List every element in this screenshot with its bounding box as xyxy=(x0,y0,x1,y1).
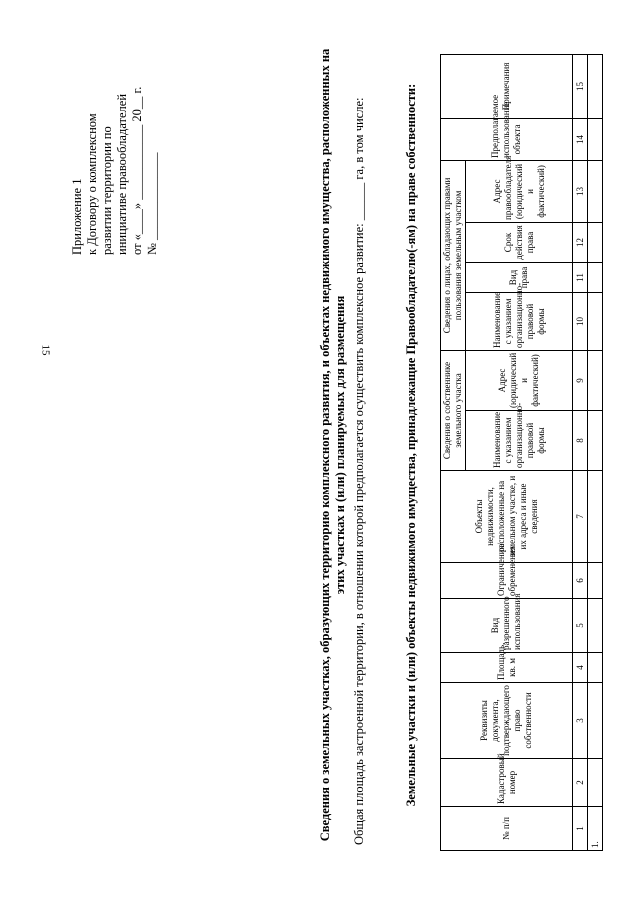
col-number: 1 xyxy=(573,807,588,851)
appendix-line: от «____» ____________ 20__ г. xyxy=(130,86,144,255)
col-number: 8 xyxy=(573,411,588,471)
group-header-persons: Сведения о лицах, обладающих правами пользования земельным участком xyxy=(441,160,466,350)
table-cell xyxy=(588,222,603,262)
col-header: Реквизиты документа, подтверждающего право собственности xyxy=(441,683,573,759)
table-cell xyxy=(588,54,603,118)
col-header: Срок действия права xyxy=(466,222,573,262)
appendix-header xyxy=(70,55,160,255)
appendix-line: № ______________ xyxy=(145,152,159,255)
col-header: Адрес (юридический и фактический) xyxy=(466,350,573,410)
col-header: Ограничения/обременения xyxy=(441,563,573,599)
table-cell xyxy=(588,411,603,471)
table-cell xyxy=(588,350,603,410)
col-number: 15 xyxy=(573,54,588,118)
appendix-line: Приложение 1 xyxy=(70,178,84,255)
col-header: Предполагаемое использование объекта xyxy=(441,118,573,160)
table-cell xyxy=(588,599,603,653)
col-number: 3 xyxy=(573,683,588,759)
appendix-line: инициативе правообладателей xyxy=(115,93,129,255)
col-number: 7 xyxy=(573,471,588,563)
col-number: 5 xyxy=(573,599,588,653)
col-header: Адрес правообладателя (юридический и фактический) xyxy=(466,160,573,222)
col-number: 6 xyxy=(573,563,588,599)
col-header: Примечания xyxy=(441,54,573,118)
col-header: Кадастровый номер xyxy=(441,759,573,807)
table-cell xyxy=(588,262,603,292)
col-number: 11 xyxy=(573,262,588,292)
col-number: 10 xyxy=(573,292,588,350)
col-header: Объекты недвижимости, расположенные на земельном участке, и их адреса и иные сведения xyxy=(441,471,573,563)
col-number: 14 xyxy=(573,118,588,160)
appendix-line: развитии территории по xyxy=(100,126,114,255)
col-header: Вид права xyxy=(466,262,573,292)
land-plots-table xyxy=(440,54,603,851)
table-row-label: 1. xyxy=(588,807,603,851)
table-cell xyxy=(588,292,603,350)
table-cell xyxy=(588,759,603,807)
total-area-text: Общая площадь застроенной территории, в отношении которой предполагается осуществить комплексное развитие: ______ га, в том числе: xyxy=(352,97,366,845)
section-title: Сведения о земельных участках, образующих территорию комплексного развития, и объектах недвижимого имущества, расположенных на этих участках и (или) планируемых для размещения xyxy=(318,48,347,842)
col-number: 2 xyxy=(573,759,588,807)
col-header: Наименование с указанием организационно-правовой формы xyxy=(466,292,573,350)
col-number: 13 xyxy=(573,160,588,222)
col-header: № п/п xyxy=(441,807,573,851)
table-cell xyxy=(588,160,603,222)
appendix-line: к Договору о комплексном xyxy=(85,113,99,255)
group-header-owner: Сведения о собственнике земельного участка xyxy=(441,350,466,470)
table-cell xyxy=(588,563,603,599)
table-cell xyxy=(588,118,603,160)
col-number: 4 xyxy=(573,653,588,683)
table-cell xyxy=(588,653,603,683)
col-header: Площадь, кв. м xyxy=(441,653,573,683)
table-cell xyxy=(588,471,603,563)
col-header: Наименование с указанием организационно-правовой формы xyxy=(466,411,573,471)
page-number: 15 xyxy=(39,344,52,356)
col-number: 9 xyxy=(573,350,588,410)
col-header: Вид разрешенного использования xyxy=(441,599,573,653)
col-number: 12 xyxy=(573,222,588,262)
table-title: Земельные участки и (или) объекты недвижимого имущества, принадлежащие Правообладателю(-ям) на праве собственности: xyxy=(404,83,418,807)
table-cell xyxy=(588,683,603,759)
